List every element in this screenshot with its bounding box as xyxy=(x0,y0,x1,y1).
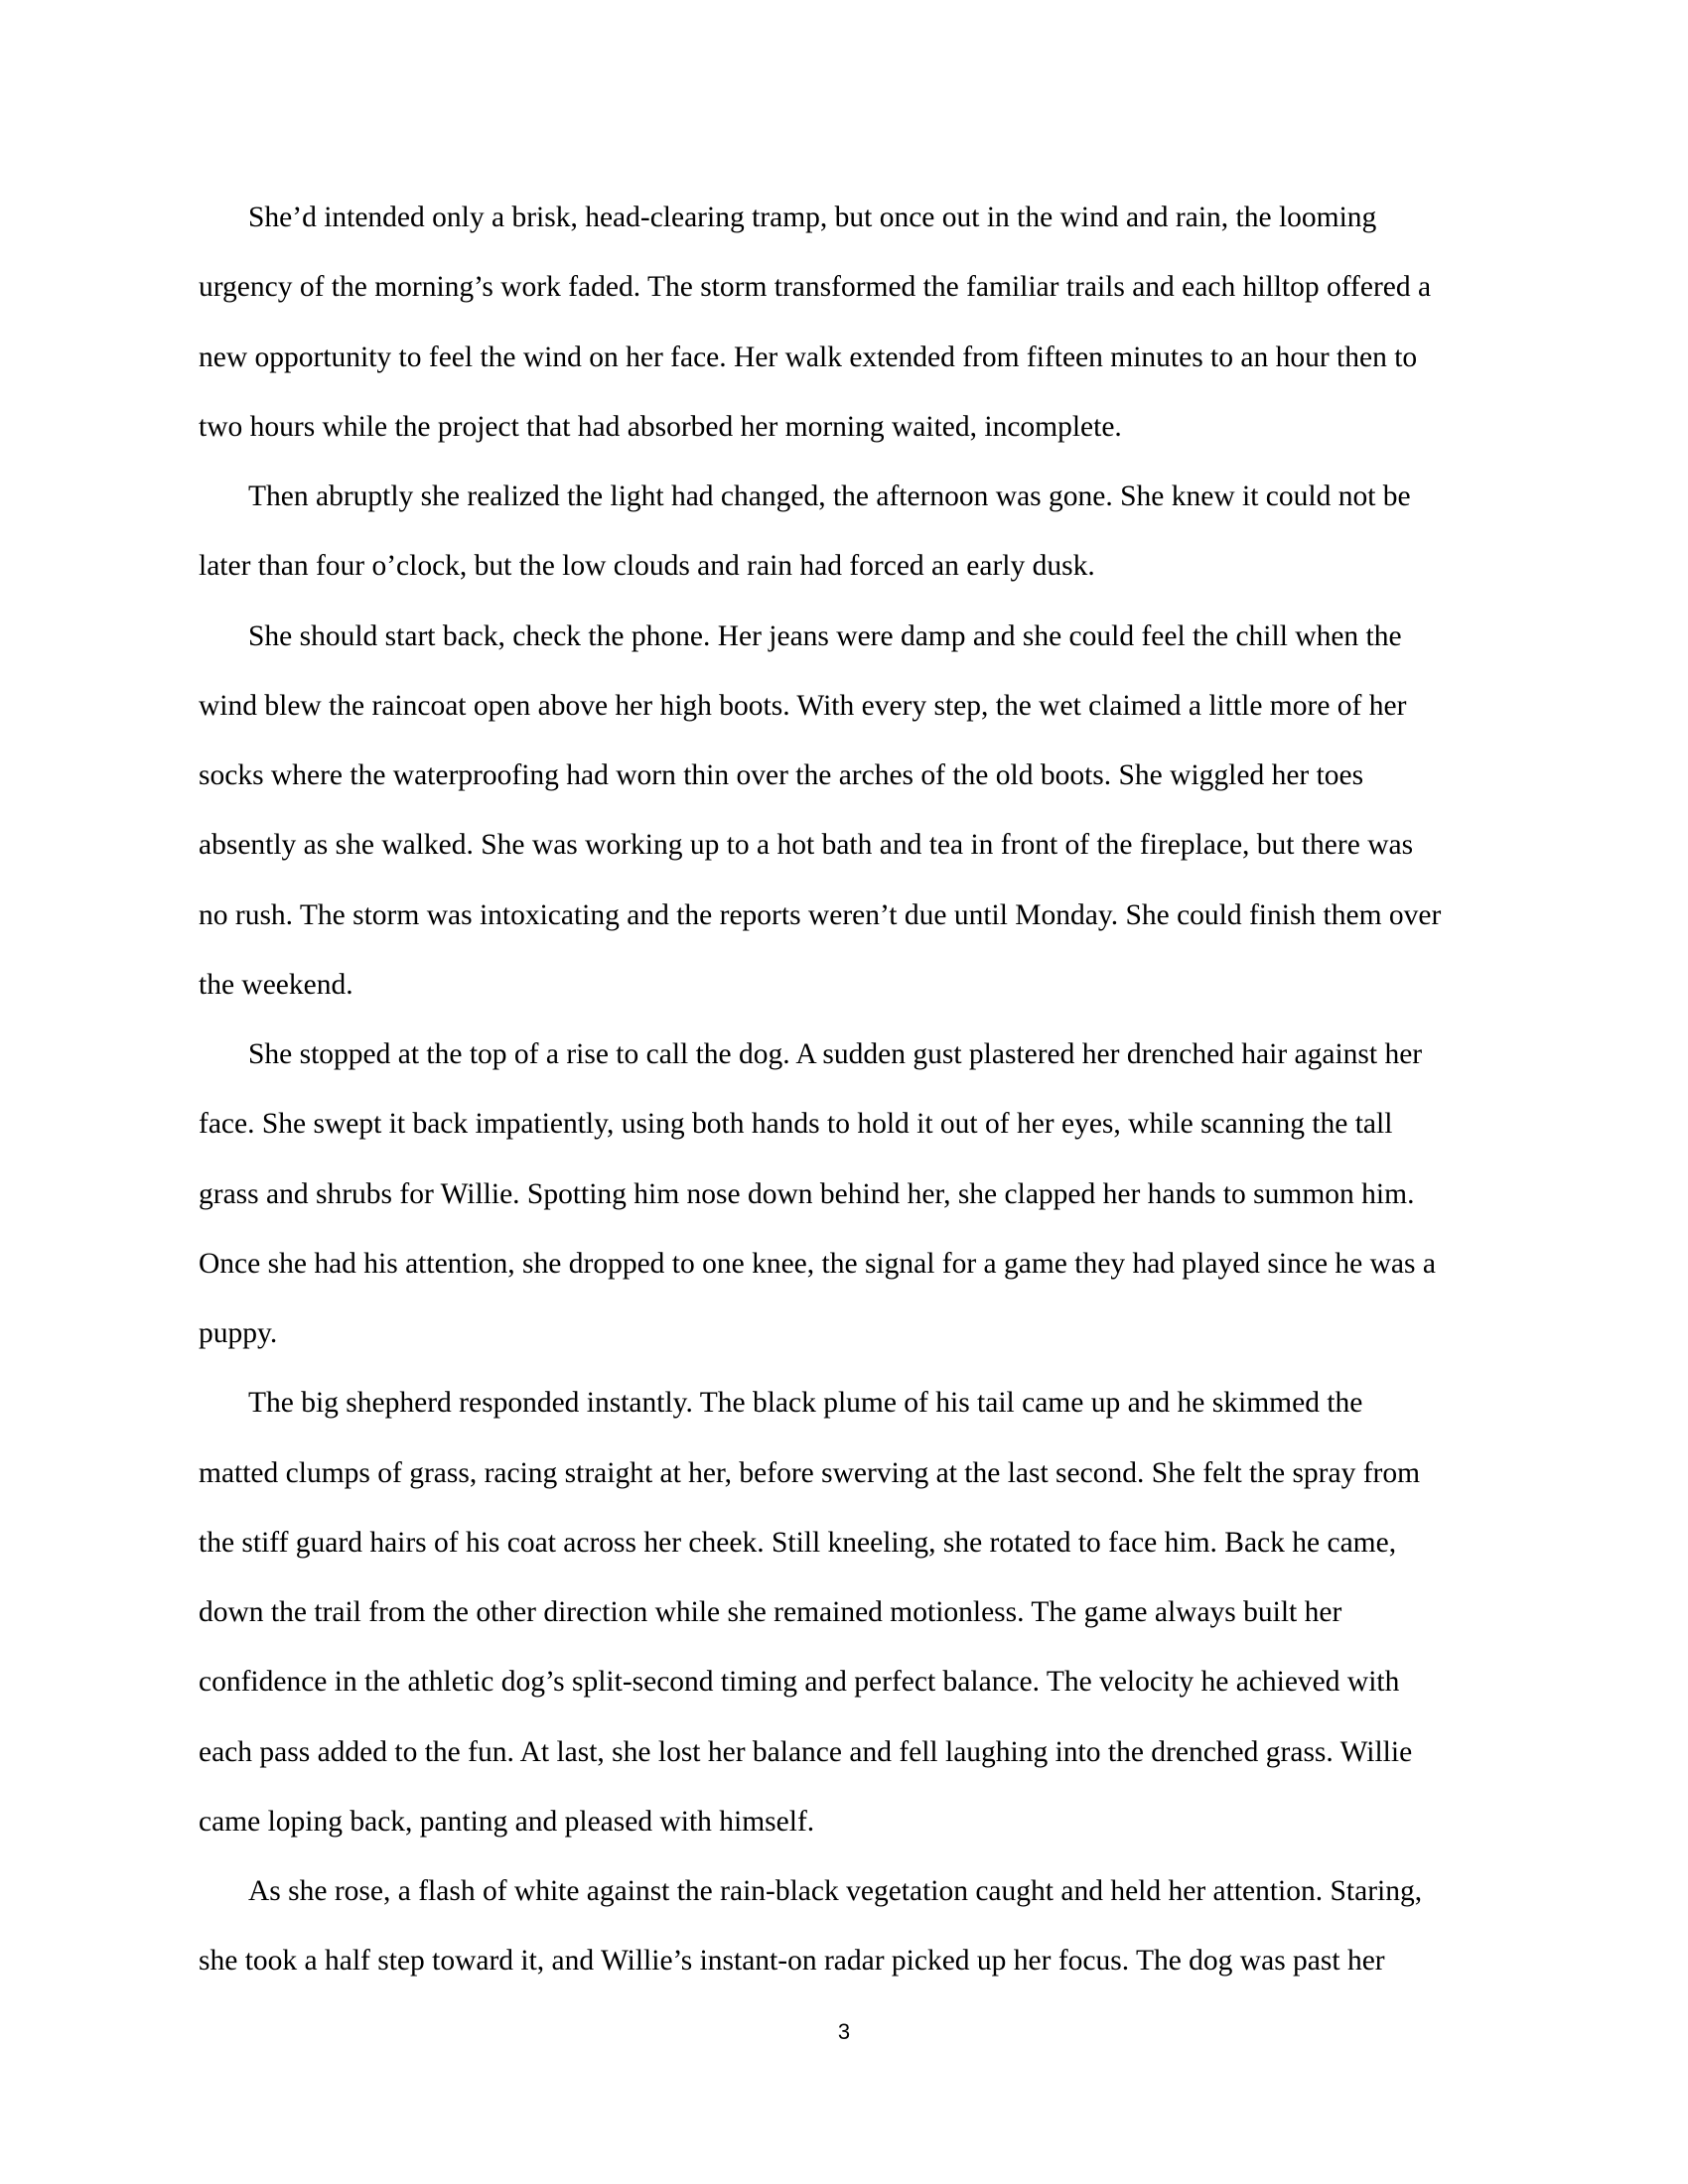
paragraph-5 xyxy=(199,1368,1499,1856)
text-line: the stiff guard hairs of his coat across her cheek. Still kneeling, she rotated to face him. Back he came, xyxy=(199,1526,1397,1559)
text-line: She should start back, check the phone. Her jeans were damp and she could feel the chill when the xyxy=(248,619,1402,652)
text-line: face. She swept it back impatiently, using both hands to hold it out of her eyes, while scanning the tall xyxy=(199,1108,1393,1141)
text-line: socks where the waterproofing had worn thin over the arches of the old boots. She wiggled her toes xyxy=(199,759,1364,791)
paragraph-2 xyxy=(199,462,1499,602)
text-line: urgency of the morning’s work faded. The storm transformed the familiar trails and each hilltop offered a xyxy=(199,271,1432,304)
paragraph-1 xyxy=(199,183,1499,462)
text-line: later than four o’clock, but the low clouds and rain had forced an early dusk. xyxy=(199,550,1095,583)
text-line: absently as she walked. She was working up to a hot bath and tea in front of the fireplace, but there was xyxy=(199,829,1414,862)
text-line: down the trail from the other direction while she remained motionless. The game always built her xyxy=(199,1596,1342,1628)
text-line: each pass added to the fun. At last, she lost her balance and fell laughing into the drenched grass. Willie xyxy=(199,1735,1413,1768)
text-line: confidence in the athletic dog’s split-second timing and perfect balance. The velocity he achieved with xyxy=(199,1666,1400,1699)
body-text xyxy=(199,183,1499,1996)
text-line: The big shepherd responded instantly. The black plume of his tail came up and he skimmed the xyxy=(248,1387,1363,1420)
paragraph-4 xyxy=(199,1020,1499,1368)
text-line: grass and shrubs for Willie. Spotting him nose down behind her, she clapped her hands to summon him. xyxy=(199,1177,1415,1210)
text-line: no rush. The storm was intoxicating and the reports weren’t due until Monday. She could finish them over xyxy=(199,898,1442,931)
text-line: two hours while the project that had absorbed her morning waited, incomplete. xyxy=(199,410,1122,443)
text-line: Then abruptly she realized the light had changed, the afternoon was gone. She knew it could not be xyxy=(248,480,1411,512)
text-line: new opportunity to feel the wind on her face. Her walk extended from fifteen minutes to an hour then to xyxy=(199,341,1418,373)
text-line: Once she had his attention, she dropped to one knee, the signal for a game they had played since he was a xyxy=(199,1247,1436,1280)
text-line: the weekend. xyxy=(199,968,353,1001)
text-line: came loping back, panting and pleased with himself. xyxy=(199,1805,815,1838)
text-line: she took a half step toward it, and Willie’s instant-on radar picked up her focus. The dog was past her xyxy=(199,1945,1385,1978)
paragraph-3 xyxy=(199,602,1499,1021)
text-line: As she rose, a flash of white against the rain-black vegetation caught and held her attention. Staring, xyxy=(248,1875,1423,1907)
paragraph-6 xyxy=(199,1856,1499,1996)
text-line: matted clumps of grass, racing straight at her, before swerving at the last second. She felt the spray from xyxy=(199,1456,1421,1489)
text-line: wind blew the raincoat open above her high boots. With every step, the wet claimed a little more of her xyxy=(199,689,1407,722)
text-line: She stopped at the top of a rise to call the dog. A sudden gust plastered her drenched hair against her xyxy=(248,1038,1423,1070)
page-number: 3 xyxy=(837,2019,851,2044)
text-line: puppy. xyxy=(199,1317,278,1349)
text-line: She’d intended only a brisk, head-clearing tramp, but once out in the wind and rain, the looming xyxy=(248,202,1377,233)
